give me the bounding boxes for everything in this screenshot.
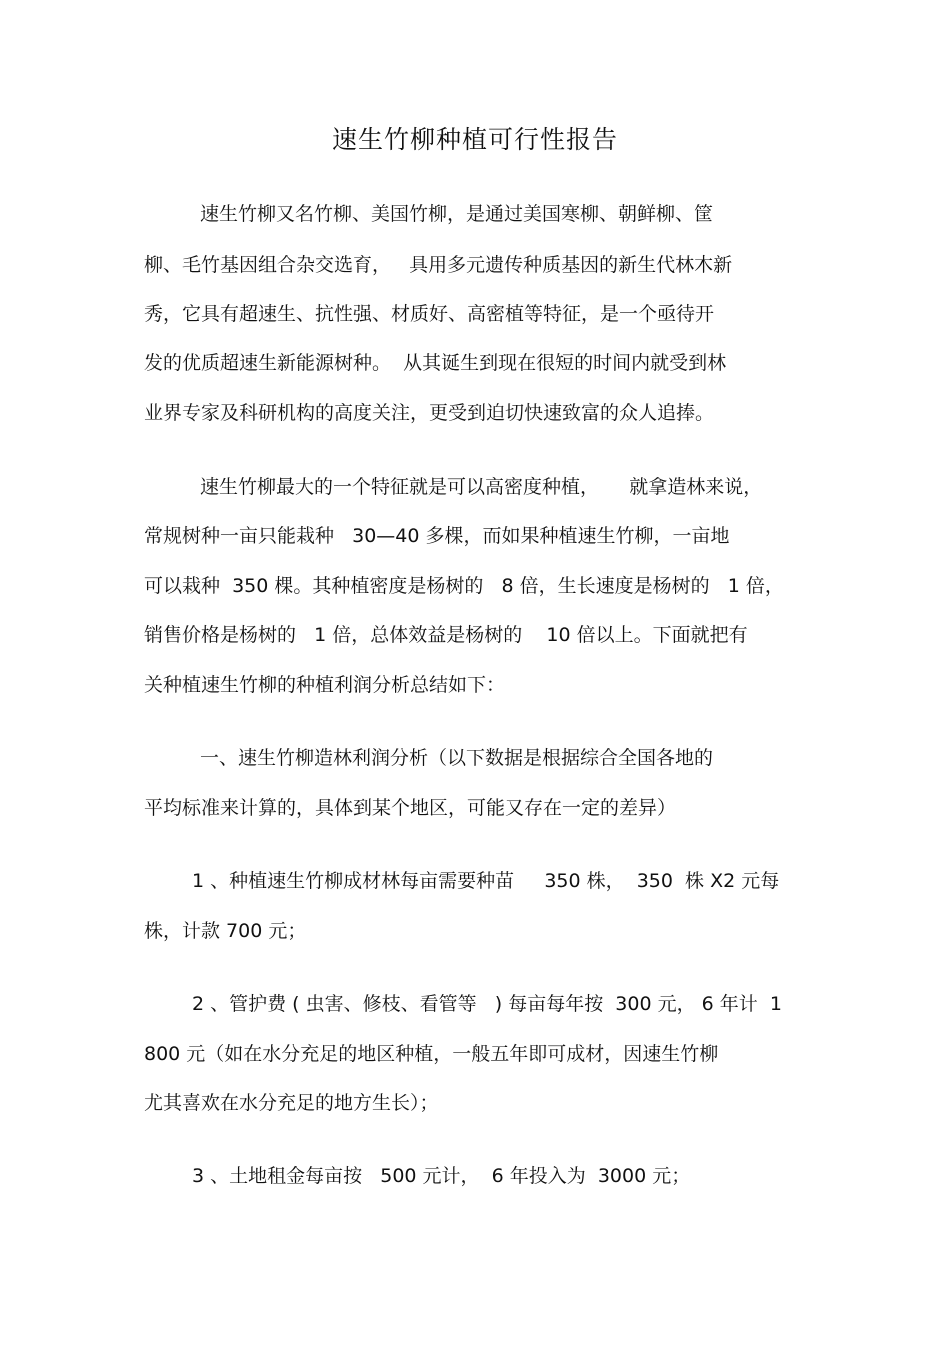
paragraph-1-line-2: 柳、毛竹基因组合杂交选育， 具用多元遗传种质基因的新生代林木新	[144, 254, 733, 276]
paragraph-2-line-1: 速生竹柳最大的一个特征就是可以高密度种植， 就拿造林来说，	[200, 476, 763, 498]
item-1-line-2: 株，计款 700 元；	[144, 920, 307, 942]
item-2-line-3: 尤其喜欢在水分充足的地方生长）；	[144, 1092, 439, 1114]
paragraph-2-line-3: 可以栽种 350 棵。其种植密度是杨树的 8 倍，生长速度是杨树的 1 倍，	[144, 575, 784, 597]
paragraph-2-line-5: 关种植速生竹柳的种植利润分析总结如下：	[144, 674, 506, 696]
paragraph-2-line-2: 常规树种一亩只能栽种 30—40 多棵，而如果种植速生竹柳，一亩地	[144, 525, 730, 547]
paragraph-1-line-5: 业界专家及科研机构的高度关注，更受到迫切快速致富的众人追捧。	[144, 402, 715, 424]
item-3-line-1: 3 、土地租金每亩按 500 元计， 6 年投入为 3000 元；	[192, 1165, 691, 1187]
section-heading-line-2: 平均标准来计算的，具体到某个地区，可能又存在一定的差异）	[144, 797, 677, 819]
paragraph-2-line-4: 销售价格是杨树的 1 倍，总体效益是杨树的 10 倍以上。下面就把有	[144, 624, 748, 646]
paragraph-1-line-1: 速生竹柳又名竹柳、美国竹柳，是通过美国寒柳、朝鲜柳、筐	[200, 203, 714, 225]
paragraph-1-line-3: 秀，它具有超速生、抗性强、材质好、高密植等特征，是一个亟待开	[144, 303, 715, 325]
item-1-line-1: 1 、种植速生竹柳成材林每亩需要种苗 350 株， 350 株 X2 元每	[192, 870, 780, 892]
document-title: 速生竹柳种植可行性报告	[331, 125, 618, 154]
item-2-line-1: 2 、管护费 ( 虫害、修枝、看管等 ) 每亩每年按 300 元， 6 年计 1	[192, 993, 782, 1015]
item-2-line-2: 800 元（如在水分充足的地区种植，一般五年即可成材，因速生竹柳	[144, 1043, 719, 1065]
section-heading-line-1: 一、速生竹柳造林利润分析（以下数据是根据综合全国各地的	[200, 747, 714, 769]
paragraph-1-line-4: 发的优质超速生新能源树种。 从其诞生到现在很短的时间内就受到林	[144, 352, 727, 374]
